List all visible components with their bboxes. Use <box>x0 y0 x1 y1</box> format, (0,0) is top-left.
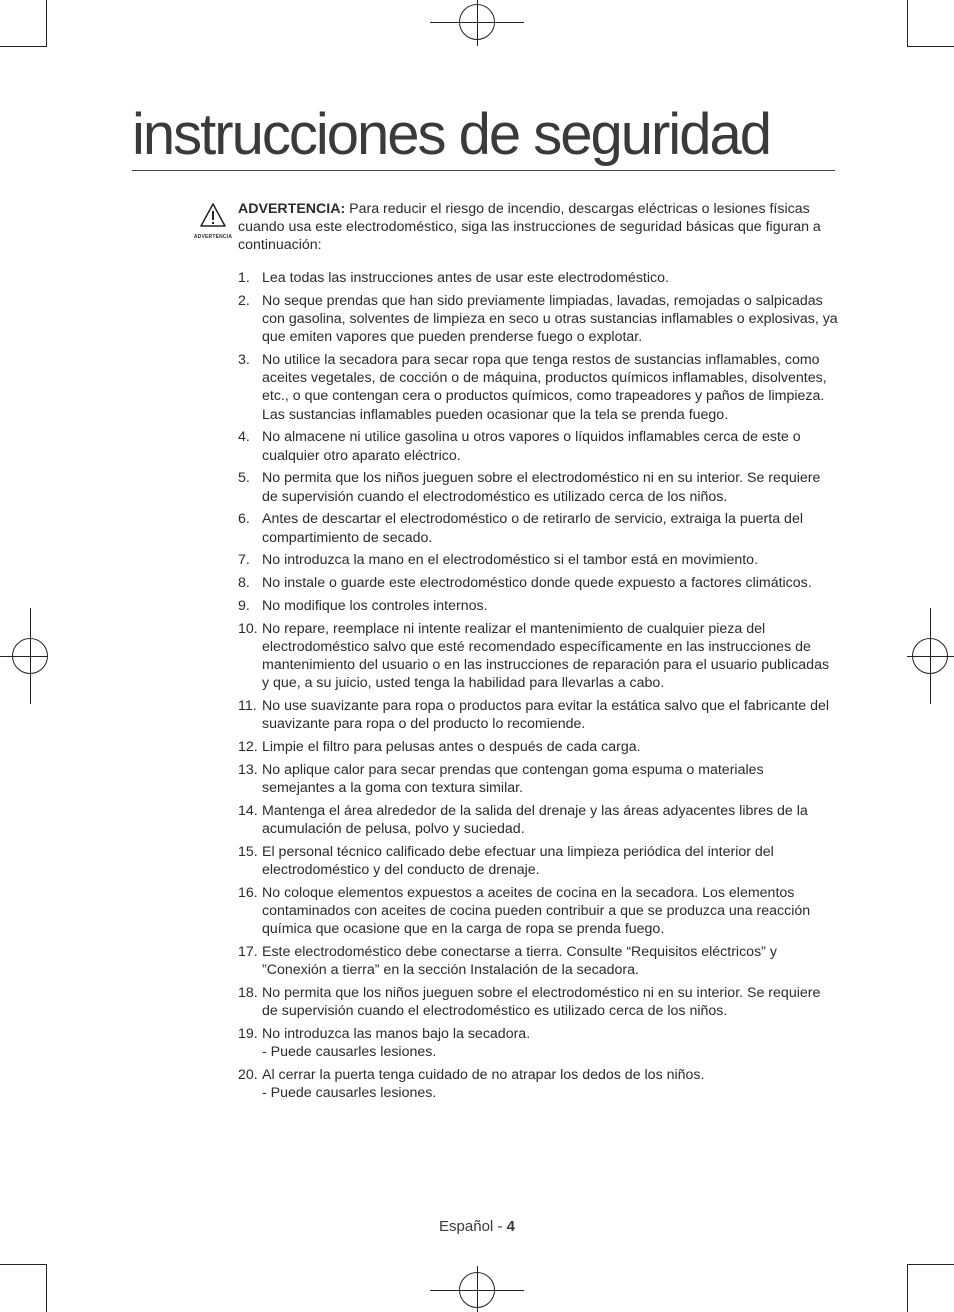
list-item-main: No introduzca la mano en el electrodoméstico si el tambor está en movimiento. <box>262 552 759 569</box>
list-item <box>238 884 838 939</box>
list-item-text <box>262 574 838 592</box>
list-item-text <box>262 551 838 569</box>
list-item <box>238 428 838 464</box>
list-item-number: 2. <box>238 292 250 309</box>
list-item-main: Al cerrar la puerta tenga cuidado de no atrapar los dedos de los niños. <box>262 1067 705 1084</box>
list-item-text <box>262 510 838 546</box>
list-item-number: 3. <box>238 352 250 368</box>
list-item-number: 4. <box>238 429 250 446</box>
list-item <box>238 843 838 879</box>
list-item <box>238 984 838 1020</box>
list-item-subnote: - Puede causarles lesiones. <box>262 1085 437 1102</box>
list-item-text <box>262 943 838 979</box>
list-item <box>238 551 838 569</box>
list-item-text <box>262 469 838 505</box>
list-item-main: Mantenga el área alrededor de la salida del drenaje y las áreas adyacentes libres de la acumulación de pelusa, polvo y suciedad. <box>262 803 808 838</box>
list-item-text <box>262 269 838 287</box>
list-item-main: No repare, reemplace ni intente realizar el mantenimiento de cualquier pieza del electrodoméstico salvo que esté recomendado específicamente en las instrucciones de mantenimiento del usuario o en las instrucciones de reparación para el usuario publicadas y que, a su juicio, usted tenga la habilidad para llevarlas a cabo. <box>262 620 830 692</box>
page-number: 4 <box>506 1218 515 1235</box>
page-footer <box>0 1218 954 1235</box>
warning-text: Para reducir el riesgo de incendio, descargas eléctricas o lesiones físicas cuando usa este electrodoméstico, siga las instrucciones de seguridad básicas que figuran a continuación: <box>238 201 821 254</box>
list-item-main: No introduzca las manos bajo la secadora. <box>262 1026 531 1043</box>
warning-badge <box>190 202 236 240</box>
list-item <box>238 469 838 505</box>
list-item <box>238 697 838 733</box>
list-item-main: Limpie el filtro para pelusas antes o después de cada carga. <box>262 739 641 756</box>
footer-language: Español - <box>439 1218 507 1235</box>
list-item-number: 16. <box>238 885 258 901</box>
list-item-number: 15. <box>238 844 258 860</box>
list-item-text <box>262 697 838 733</box>
list-item-text <box>262 738 838 756</box>
list-item-number: 10. <box>238 620 258 637</box>
list-item-text <box>262 620 838 693</box>
list-item-main: Antes de descartar el electrodoméstico o de retirarlo de servicio, extraiga la puerta del compartimiento de secado. <box>262 511 803 546</box>
list-item-subnote: - Puede causarles lesiones. <box>262 1044 437 1061</box>
list-item-main: No aplique calor para secar prendas que contengan goma espuma o materiales semejantes a la goma con textura similar. <box>262 762 764 797</box>
list-item-number: 20. <box>238 1067 258 1084</box>
warning-triangle-icon <box>190 202 236 228</box>
list-item-main: No instale o guarde este electrodoméstico donde quede expuesto a factores climáticos. <box>262 575 812 592</box>
list-item-text <box>262 292 838 347</box>
list-item-main: No permita que los niños jueguen sobre el electrodoméstico ni en su interior. Se requiere de supervisión cuando el electrodoméstico es utilizado cerca de los niños. <box>262 985 821 1020</box>
list-item-main: El personal técnico calificado debe efectuar una limpieza periódica del interior del electrodoméstico y del conducto de drenaje. <box>262 844 774 879</box>
list-item-number: 6. <box>238 511 250 528</box>
list-item-number: 14. <box>238 803 258 819</box>
list-item-text <box>262 1066 838 1102</box>
list-item <box>238 943 838 979</box>
list-item-text <box>262 984 838 1020</box>
list-item-main: No seque prendas que han sido previamente limpiadas, lavadas, remojadas o salpicadas con gasolina, solventes de limpieza en seco u otras sustancias inflamables o explosivas, ya que emiten vapores que pueden prenderse fuego o explotar. <box>262 292 838 346</box>
list-item-text <box>262 428 838 464</box>
list-item-text <box>262 802 838 838</box>
page-title: instrucciones de seguridad <box>132 100 835 171</box>
list-item-main: No modifique los controles internos. <box>262 598 488 614</box>
list-item <box>238 510 838 546</box>
list-item-text <box>262 843 838 879</box>
list-item <box>238 1025 838 1061</box>
list-item <box>238 1066 838 1102</box>
list-item <box>238 351 838 424</box>
list-item <box>238 620 838 693</box>
list-item-text <box>262 597 838 615</box>
list-item-number: 8. <box>238 575 250 592</box>
warning-lead: ADVERTENCIA: <box>238 201 346 217</box>
warning-label: ADVERTENCIA <box>193 234 233 240</box>
list-item <box>238 269 838 287</box>
list-item-main: No permita que los niños jueguen sobre el electrodoméstico ni en su interior. Se requiere de supervisión cuando el electrodoméstico es utilizado cerca de los niños. <box>262 470 821 505</box>
list-item-number: 18. <box>238 985 258 1002</box>
list-item-main: No coloque elementos expuestos a aceites de cocina en la secadora. Los elementos contaminados con aceites de cocina pueden contribuir a que se produzca una reacción química que ocasione que en la carga de ropa se prenda fuego. <box>262 885 811 938</box>
list-item-number: 1. <box>238 270 250 286</box>
list-item-number: 9. <box>238 598 250 614</box>
list-item-main: Este electrodoméstico debe conectarse a tierra. Consulte “Requisitos eléctricos” y ”Conexión a tierra” en la sección Instalación de la secadora. <box>262 944 777 979</box>
safety-instructions-list <box>238 269 838 1107</box>
list-item-number: 17. <box>238 944 258 961</box>
list-item-text <box>262 761 838 797</box>
list-item-number: 11. <box>238 698 257 715</box>
warning-intro <box>238 200 838 255</box>
list-item-text <box>262 1025 838 1061</box>
list-item-number: 19. <box>238 1026 258 1043</box>
list-item-text <box>262 351 838 424</box>
list-item-number: 13. <box>238 762 258 778</box>
list-item <box>238 574 838 592</box>
list-item <box>238 738 838 756</box>
list-item-main: No use suavizante para ropa o productos para evitar la estática salvo que el fabricante del suavizante para ropa o del producto lo recomiende. <box>262 698 830 733</box>
list-item-number: 7. <box>238 552 250 569</box>
list-item-main: Lea todas las instrucciones antes de usar este electrodoméstico. <box>262 270 669 286</box>
list-item-main: No almacene ni utilice gasolina u otros vapores o líquidos inflamables cerca de este o cualquier otro aparato eléctrico. <box>262 429 801 464</box>
list-item-text <box>262 884 838 939</box>
list-item <box>238 597 838 615</box>
list-item-main: No utilice la secadora para secar ropa que tenga restos de sustancias inflamables, como aceites vegetales, de cocción o de máquina, productos químicos inflamables, disolventes, etc., o que contengan cera o productos químicos, como trapeadores y paños de limpieza. Las sustancias inflamables pueden ocasionar que la tela se prenda fuego. <box>262 352 827 423</box>
list-item <box>238 802 838 838</box>
list-item <box>238 292 838 347</box>
list-item-number: 12. <box>238 739 258 756</box>
list-item-number: 5. <box>238 470 250 487</box>
list-item <box>238 761 838 797</box>
